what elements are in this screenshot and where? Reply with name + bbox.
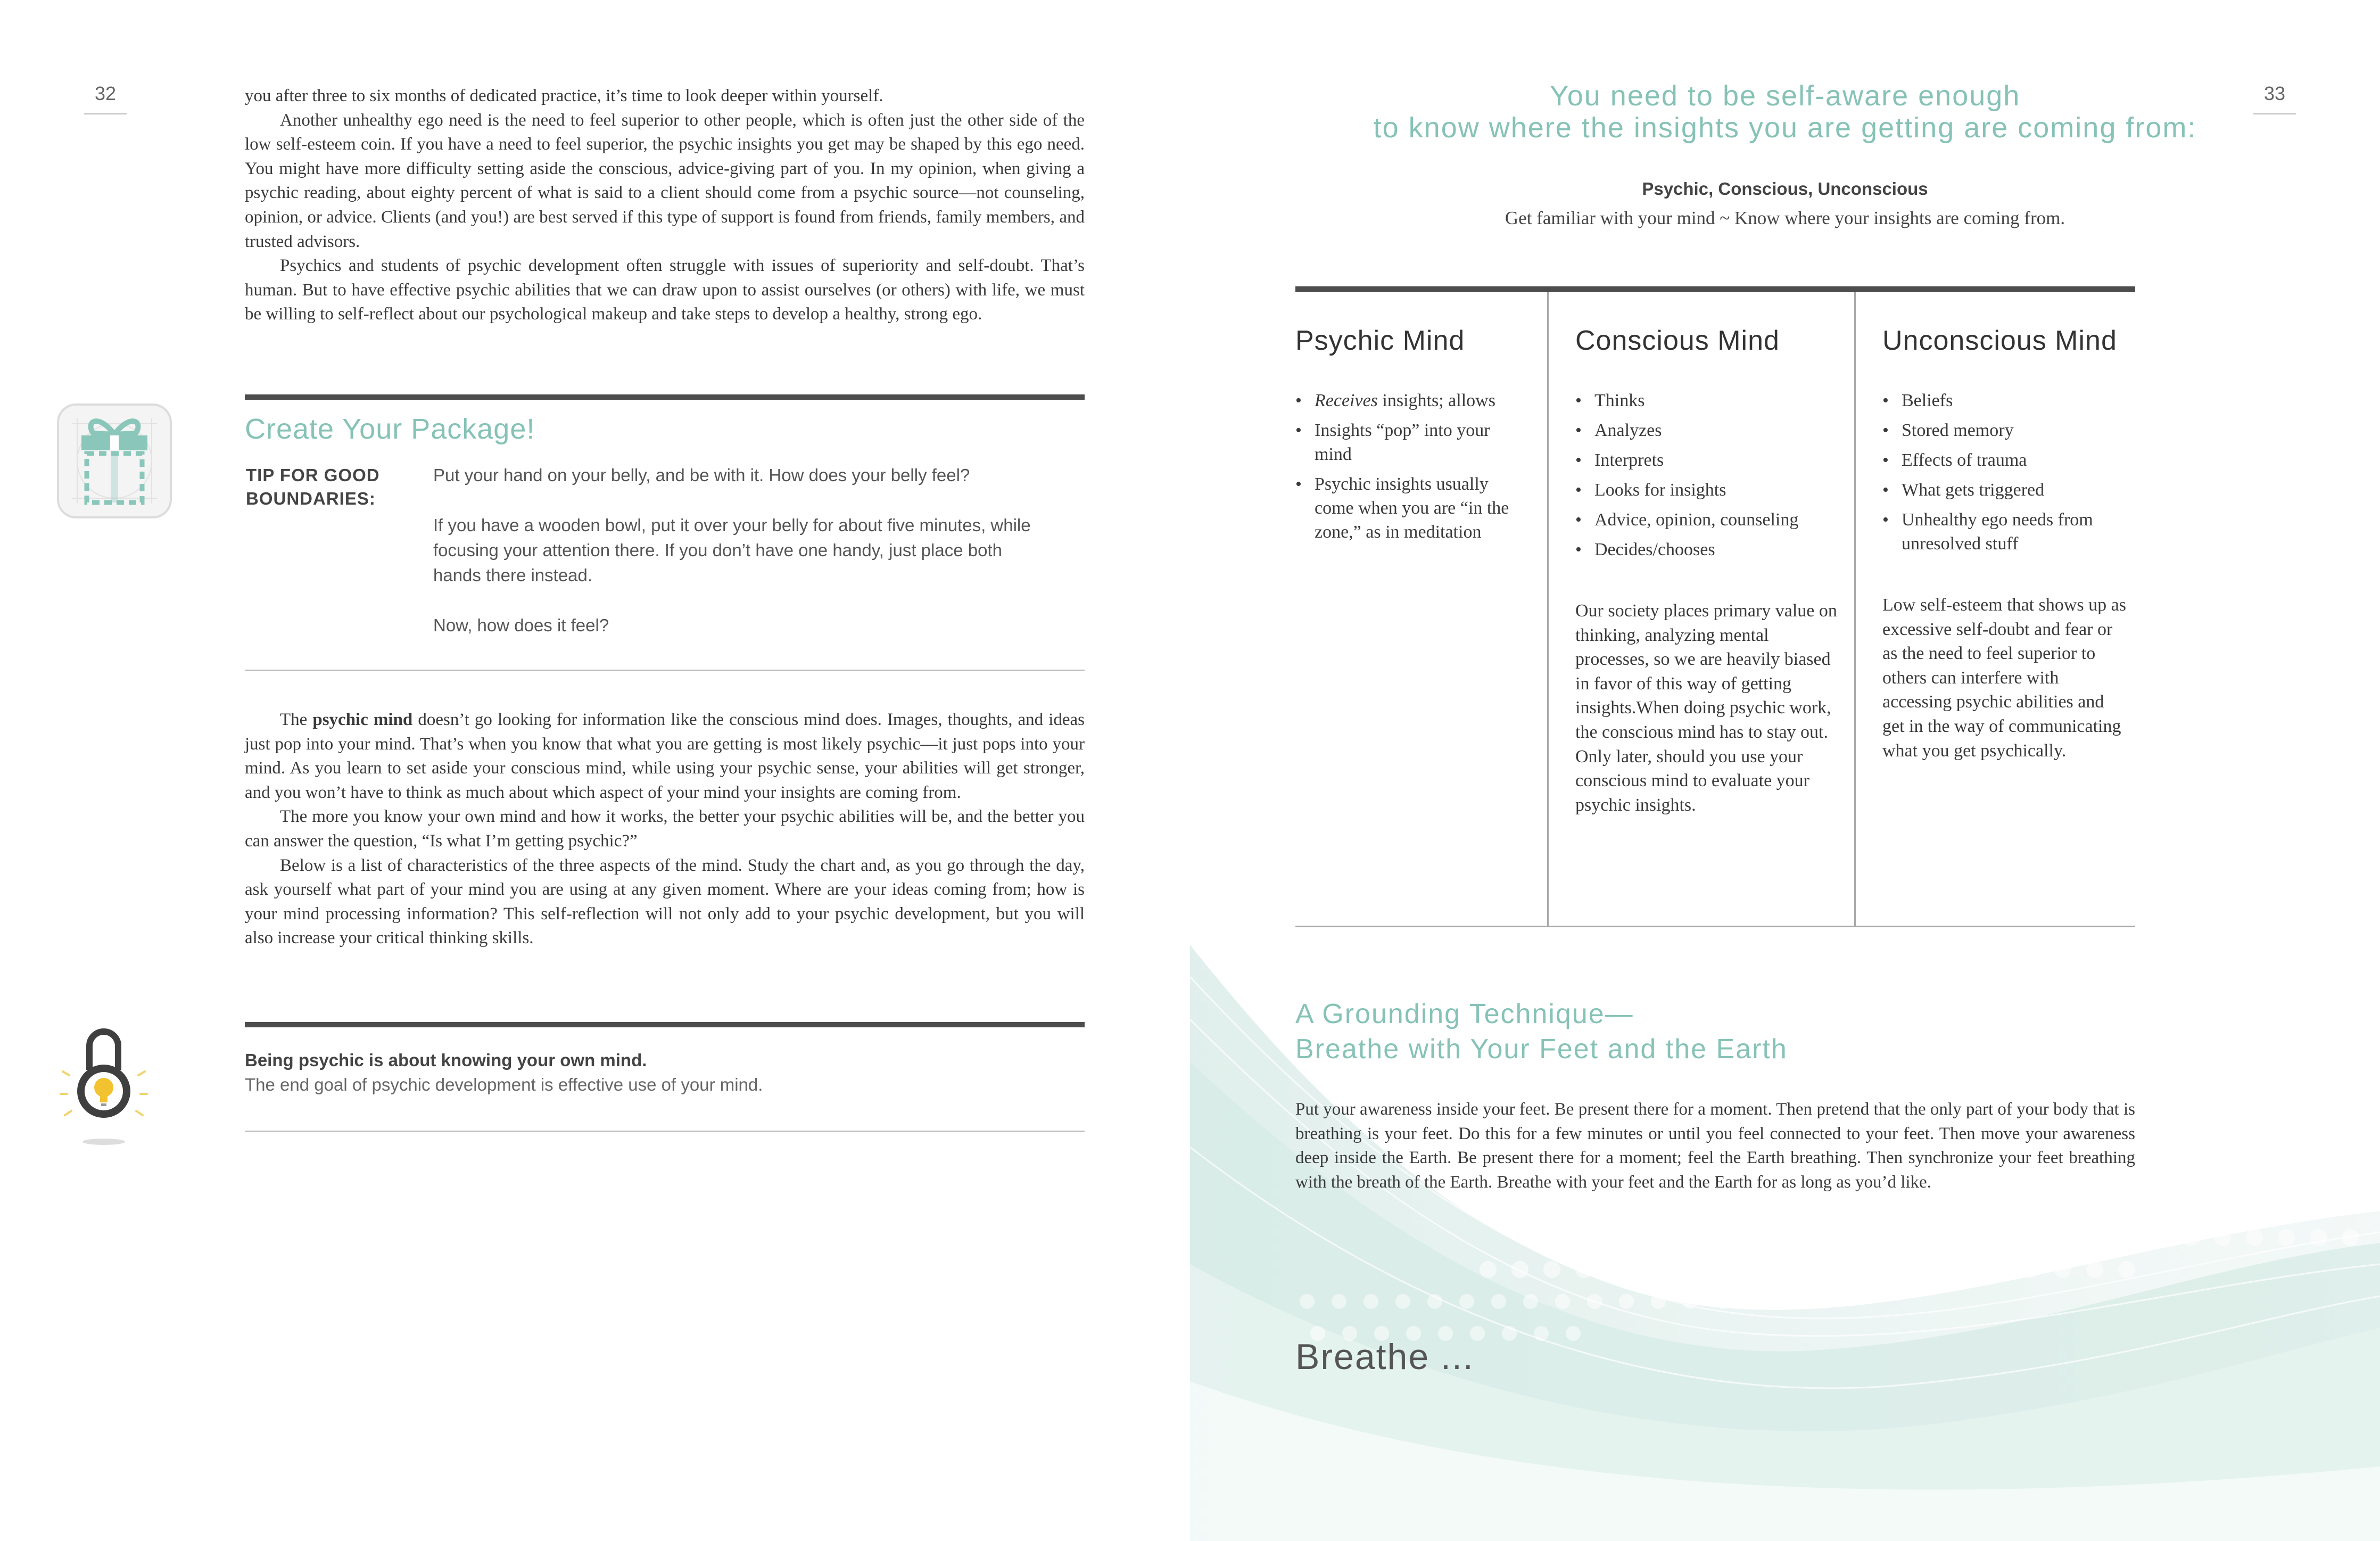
intro-paragraph: Psychics and students of psychic development often struggle with issues of superiority and self-doubt. That’s human. But to have effective psychic abilities that we can draw upon to assist ourselves (or others) with life, we must be willing to self-reflect about our psychological makeup and take steps to develop a healthy, strong ego. [245,256,1085,324]
body-text [245,708,1085,951]
heading-line: You need to be self-aware enough [1549,80,2021,112]
grounding-title [1295,996,1788,1067]
gift-box-icon [56,402,173,520]
list-item: • Looks for insights [1575,478,1841,502]
padlock-lightbulb-icon [59,1019,149,1147]
chart-subheading: Psychic, Conscious, Unconscious [1642,179,1928,199]
psychic-mind-term: psychic mind [312,710,413,729]
body-paragraph: The more you know your own mind and how it works, the better your psychic abilities will be, and the better you can answer the question, “Is what I’m getting psychic?” [245,807,1085,851]
grounding-title-line: A Grounding Technique— [1295,999,1634,1029]
column-title-psychic: Psychic Mind [1295,325,1465,356]
list-item: • Insights “pop” into your mind [1295,418,1530,466]
list-item: • Advice, opinion, counseling [1575,508,1841,532]
body-paragraph [245,708,1085,805]
chart-bottom-rule [1295,926,2135,927]
list-item: • Stored memory [1882,418,2127,442]
intro-paragraph: Another unhealthy ego need is the need to feel superior to other people, which is often just the other side of the low self-esteem coin. If you have a need to feel superior, the psychic insights you get may be shaped by this ego need. You might have more difficulty setting aside the conscious, advice-giving part of you. In my opinion, when giving a psychic reading, about eighty percent of what is said to a client should come from a psychic source—not counseling, opinion, or advice. Clients (and you!) are best served if this type of support is found from friends, family members, and trusted advisors. [245,110,1085,251]
breathe-label: Breathe ... [1295,1337,1474,1377]
psychic-mind-list [1295,389,1530,550]
keyhole-box-bold-line: Being psychic is about knowing your own mind. [245,1050,647,1070]
heading-line: to know where the insights you are getting are coming from: [1373,112,2197,144]
tip-paragraph: Now, how does it feel? [433,615,609,635]
page-number: 32 [84,83,127,114]
tip-label-line: TIP FOR GOOD [246,465,380,485]
tip-text [433,463,1051,663]
grounding-paragraph: Put your awareness inside your feet. Be present there for a moment. Then pretend that the only part of your body that is breathing is your feet. Do this for a few minutes or until you feel connected to your feet. Then move your awareness deep inside the Earth. Be present there for a moment; feel the Earth breathing. Then synchronize your feet breathing with the breath of the Earth. Breathe with your feet and the Earth for as long as you’d like. [1295,1100,2135,1192]
body-text-run: The [280,710,313,729]
intro-text [245,84,1085,327]
intro-paragraph: you after three to six months of dedicated practice, it’s time to look deeper within yourself. [245,86,883,105]
package-box-title: Create Your Package! [245,413,535,445]
chart-subline: Get familiar with your mind ~ Know where your insights are coming from. [1505,208,2065,228]
grounding-title-line: Breathe with Your Feet and the Earth [1295,1034,1788,1065]
list-item: • Decides/chooses [1575,538,1841,562]
body-paragraph: Below is a list of characteristics of the three aspects of the mind. Study the chart and, as you go through the day, ask yourself what part of your mind you are using at any given moment. Where are your ideas coming from; how is your mind processing information? This self-reflection will not only add to your psychic development, but you will also increase your critical thinking skills. [245,855,1085,948]
keyhole-box-top-rule [245,1022,1085,1027]
conscious-mind-paragraph: Our society places primary value on thinking, analyzing mental processes, so we are heavily biased in favor of this way of getting insights.When doing psychic work, the conscious mind has to stay out. Only later, should you use your conscious mind to evaluate your psychic insights. [1575,601,1837,815]
tip-paragraph: If you have a wooden bowl, put it over your belly for about five minutes, while focusing your attention there. If you don’t have one handy, just place both hands there instead. [433,515,1031,585]
column-divider [1547,292,1549,926]
chart-top-rule [1295,286,2135,292]
keyhole-box-bottom-rule [245,1131,1085,1132]
list-item: • What gets triggered [1882,478,2127,502]
list-item: • Interprets [1575,448,1841,472]
tip-label-line: BOUNDARIES: [246,489,376,508]
list-item: • Analyzes [1575,418,1841,442]
column-title-unconscious: Unconscious Mind [1882,325,2117,356]
body-text-run: doesn’t go looking for information like the conscious mind does. Images, thoughts, and ideas just pop into your mind. That’s when you know that what you are getting is most likely psychic—it just pops into your mind. As you learn to set aside your conscious mind, while using your psychic sense, your abilities will get stronger, and you won’t have to think as much about which aspect of your mind your insights are coming from. [245,710,1085,802]
package-box-bottom-rule [245,670,1085,671]
conscious-mind-list [1575,389,1841,567]
list-item [1295,389,1530,413]
right-page [1190,0,2380,1541]
grounding-text [1295,1098,2135,1194]
list-item: • Unhealthy ego needs from unresolved stuff [1882,508,2127,556]
right-page-heading [1190,80,2380,144]
emphasis-text: Receives [1315,391,1378,410]
tip-label [246,464,380,510]
list-item: • Beliefs [1882,389,2127,413]
column-divider [1854,292,1856,926]
tip-paragraph: Put your hand on your belly, and be with it. How does your belly feel? [433,465,970,485]
list-item: • Psychic insights usually come when you are “in the zone,” as in meditation [1295,472,1530,544]
package-box-top-rule [245,394,1085,400]
list-item: • Thinks [1575,389,1841,413]
unconscious-mind-paragraph: Low self-esteem that shows up as excessive self-doubt and fear or as the need to feel superior to others can interfere with accessing psychic abilities and get in the way of communicating what you get psychically. [1882,595,2126,761]
list-item-text: insights; allows [1377,391,1495,410]
unconscious-mind-list [1882,389,2127,562]
list-item: • Effects of trauma [1882,448,2127,472]
page-number: 33 [2253,83,2296,114]
column-title-conscious: Conscious Mind [1575,325,1780,356]
keyhole-box-sub-line: The end goal of psychic development is effective use of your mind. [245,1075,763,1094]
